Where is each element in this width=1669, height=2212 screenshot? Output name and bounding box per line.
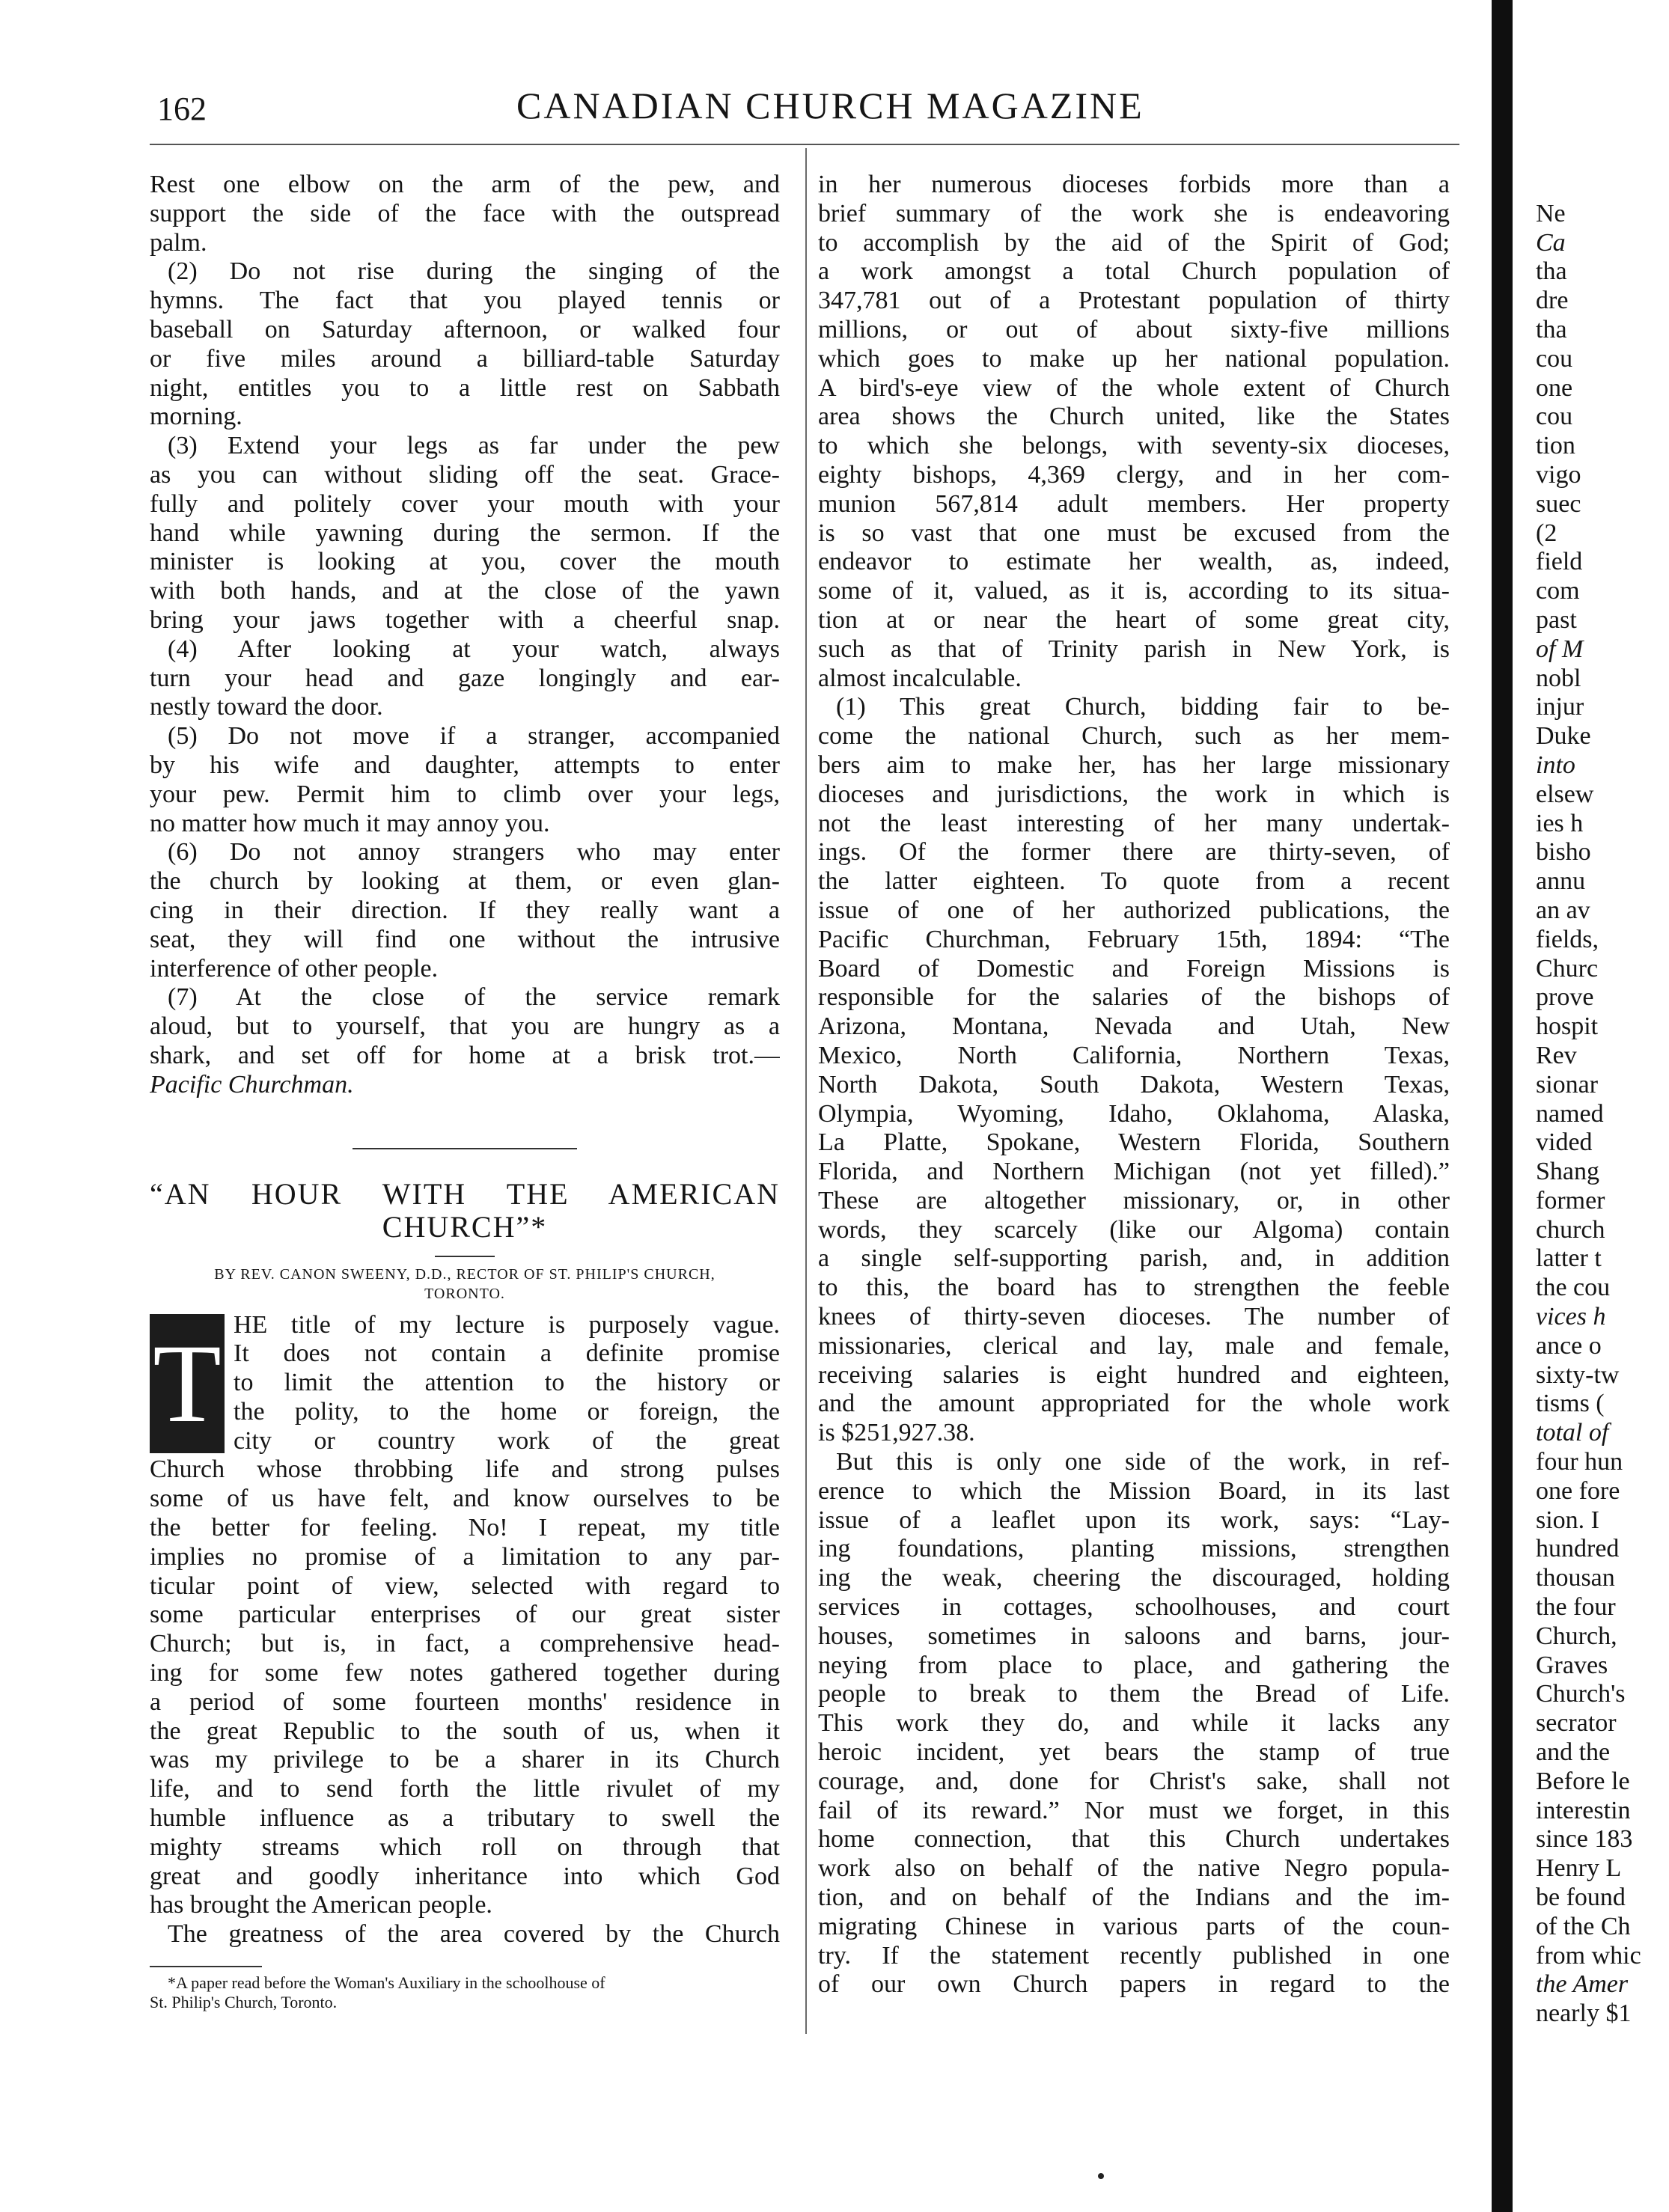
fragment-line: Church's — [1536, 1680, 1626, 1708]
fragment-line: Ne — [1536, 199, 1566, 227]
fragment-line: Rev — [1536, 1041, 1577, 1069]
text-line: almost incalculable. — [818, 664, 1022, 692]
text-line: But this is only one side of the work, in ref- — [836, 1448, 1450, 1476]
text-line: a period of some fourteen months' residence in — [150, 1687, 780, 1716]
text-line: which goes to make up her national population. — [818, 344, 1450, 373]
text-line: eighty bishops, 4,369 clergy, and in her com- — [818, 460, 1450, 489]
byline-line: BY REV. CANON SWEENY, D.D., RECTOR OF ST. PHILIP'S CHURCH, — [214, 1265, 715, 1283]
text-line: life, and to send forth the little rivulet of my — [150, 1775, 780, 1803]
text-line: not the least interesting of her many undertak- — [818, 809, 1450, 837]
text-line: nestly toward the door. — [150, 693, 383, 721]
text-line: issue of a leaflet upon its work, says: “Lay- — [818, 1506, 1450, 1534]
footnote-line: *A paper read before the Woman's Auxiliary in the schoolhouse of — [168, 1973, 605, 1993]
text-line: fail of its reward.” Nor must we forget, in this — [818, 1796, 1450, 1824]
text-line: some particular enterprises of our great sister — [150, 1601, 780, 1629]
text-line: some of it, valued, as it is, according to its situa- — [818, 577, 1450, 605]
fragment-line: tha — [1536, 315, 1567, 343]
text-line: knees of thirty-seven dioceses. The number of — [818, 1303, 1450, 1331]
text-line: come the national Church, such as her mem- — [818, 722, 1450, 751]
text-line: and the amount appropriated for the whole work — [818, 1390, 1450, 1418]
text-line: aloud, but to yourself, that you are hungry as a — [150, 1012, 780, 1041]
fragment-line: Henry L — [1536, 1854, 1622, 1883]
text-line: Mexico, North California, Northern Texas, — [818, 1041, 1450, 1069]
fragment-line: since 183 — [1536, 1825, 1633, 1854]
text-line: by his wife and daughter, attempts to enter — [150, 751, 780, 779]
text-line: is so vast that one must be excused from the — [818, 519, 1450, 547]
article-title-line: “AN HOUR WITH THE AMERICAN — [150, 1177, 780, 1211]
heading-rule — [435, 1256, 495, 1257]
fragment-line: tion — [1536, 432, 1575, 460]
text-line: to this, the board has to strengthen the feeble — [818, 1274, 1450, 1302]
fragment-line: (2 — [1536, 519, 1557, 547]
text-line: the great Republic to the south of us, when it — [150, 1717, 780, 1745]
fragment-line: com — [1536, 577, 1580, 605]
column-divider — [805, 148, 807, 2034]
fragment-line: Before le — [1536, 1767, 1630, 1795]
text-line: services in cottages, schoolhouses, and court — [818, 1593, 1450, 1622]
fragment-line: into — [1536, 751, 1575, 779]
fragment-line: tisms ( — [1536, 1390, 1605, 1418]
text-line: ings. Of the former there are thirty-seven, of — [818, 838, 1450, 867]
text-line: neying from place to place, and gathering the — [818, 1651, 1450, 1679]
fragment-line: hospit — [1536, 1012, 1599, 1041]
text-line: hand while yawning during the sermon. If the — [150, 519, 780, 547]
fragment-line: sion. I — [1536, 1506, 1599, 1534]
text-line: try. If the statement recently published in one — [818, 1941, 1450, 1970]
fragment-line: bisho — [1536, 838, 1591, 867]
left-column — [150, 171, 780, 2012]
text-line: morning. — [150, 403, 242, 431]
text-line: migrating Chinese in various parts of the coun- — [818, 1912, 1450, 1940]
text-line: A bird's-eye view of the whole extent of Church — [818, 373, 1450, 402]
text-line: dioceses and jurisdictions, the work in which is — [818, 780, 1450, 808]
text-line: home connection, that this Church undertakes — [818, 1825, 1450, 1854]
fragment-line: injur — [1536, 693, 1584, 721]
fragment-line: be found — [1536, 1883, 1626, 1912]
text-line: receiving salaries is eight hundred and eighteen, — [818, 1360, 1450, 1389]
fragment-line: four hun — [1536, 1448, 1623, 1476]
text-line: people to break to them the Bread of Life. — [818, 1680, 1450, 1708]
text-line: These are altogether missionary, or, in other — [818, 1186, 1450, 1215]
fragment-line: the four — [1536, 1593, 1616, 1622]
text-line: bers aim to make her, has her large missionary — [818, 751, 1450, 779]
fragment-line: of M — [1536, 635, 1584, 663]
text-line: words, they scarcely (like our Algoma) contain — [818, 1215, 1450, 1244]
fragment-line: elsew — [1536, 780, 1594, 808]
text-line: munion 567,814 adult members. Her property — [818, 489, 1450, 518]
text-line: courage, and, done for Christ's sake, shall not — [818, 1767, 1450, 1795]
fragment-line: ance o — [1536, 1331, 1602, 1360]
page-number: 162 — [157, 91, 207, 127]
fragment-line: cou — [1536, 403, 1573, 431]
fragment-line: past — [1536, 605, 1577, 634]
text-line: ticular point of view, selected with regard to — [150, 1571, 780, 1600]
fragment-line: Ca — [1536, 228, 1566, 257]
text-line: city or country work of the great — [234, 1426, 780, 1455]
fragment-line: an av — [1536, 896, 1590, 924]
text-line: support the side of the face with the outspread — [150, 199, 780, 227]
fragment-line: Shang — [1536, 1158, 1599, 1186]
article-opening — [150, 1311, 780, 1456]
fragment-line: named — [1536, 1099, 1604, 1128]
text-line: Rest one elbow on the arm of the pew, and — [150, 171, 780, 198]
fragment-line: of the Ch — [1536, 1912, 1631, 1940]
fragment-line: dre — [1536, 287, 1569, 315]
text-line: endeavor to estimate her wealth, as, indeed, — [818, 548, 1450, 576]
fragment-line: church — [1536, 1215, 1605, 1244]
text-line: your pew. Permit him to climb over your legs, — [150, 780, 780, 808]
fragment-line: hundred — [1536, 1535, 1620, 1563]
fragment-line: annu — [1536, 867, 1586, 896]
text-line: brief summary of the work she is endeavoring — [818, 199, 1450, 227]
fragment-line: cou — [1536, 344, 1573, 373]
text-line: in her numerous dioceses forbids more than a — [818, 171, 1450, 198]
text-line: (5) Do not move if a stranger, accompanied — [168, 722, 780, 751]
text-line: heroic incident, yet bears the stamp of true — [818, 1738, 1450, 1767]
text-line: or five miles around a billiard-table Saturday — [150, 344, 780, 373]
fragment-line — [1536, 171, 1669, 200]
text-line: (1) This great Church, bidding fair to be- — [836, 693, 1450, 721]
text-line: humble influence as a tributary to swell the — [150, 1804, 780, 1833]
text-line: Pacific Churchman, February 15th, 1894: “The — [818, 925, 1450, 953]
fragment-line: Duke — [1536, 722, 1591, 751]
text-line: ing the weak, cheering the discouraged, holding — [818, 1564, 1450, 1592]
fragment-line: nearly $1 — [1536, 1999, 1632, 2028]
text-line: mighty streams which roll on through that — [150, 1833, 780, 1861]
header-rule — [150, 144, 1459, 145]
text-line: (2) Do not rise during the singing of the — [168, 257, 780, 286]
fragment-line: former — [1536, 1186, 1605, 1215]
right-column-fragment — [1536, 171, 1669, 2029]
footnote-rule — [150, 1966, 262, 1967]
text-line: palm. — [150, 228, 207, 257]
text-line: of our own Church papers in regard to the — [818, 1970, 1450, 1999]
text-line: has brought the American people. — [150, 1891, 492, 1919]
text-line: tion at or near the heart of some great city, — [818, 605, 1450, 634]
article-body — [150, 1455, 780, 1949]
etiquette-list — [150, 171, 780, 1100]
fragment-line: vices h — [1536, 1303, 1606, 1331]
fragment-line: ies h — [1536, 809, 1584, 837]
fragment-line: Churc — [1536, 954, 1599, 983]
fragment-line: one fore — [1536, 1476, 1620, 1505]
footnote — [150, 1973, 780, 2012]
text-line: great and goodly inheritance into which God — [150, 1862, 780, 1890]
source-attribution: Pacific Churchman. — [150, 1070, 354, 1099]
text-line: some of us have felt, and know ourselves to be — [150, 1485, 780, 1513]
text-line: ing for some few notes gathered together during — [150, 1659, 780, 1687]
section-divider — [353, 1148, 577, 1149]
text-line: hymns. The fact that you played tennis or — [150, 287, 780, 315]
text-line: North Dakota, South Dakota, Western Texas, — [818, 1070, 1450, 1099]
fragment-line: thousan — [1536, 1564, 1615, 1592]
middle-column — [818, 171, 1450, 1999]
fragment-line: suec — [1536, 489, 1581, 518]
text-line: 347,781 out of a Protestant population of thirty — [818, 287, 1450, 315]
text-line: Church; but is, in fact, a comprehensive head- — [150, 1630, 780, 1658]
text-line: was my privilege to be a sharer in its Church — [150, 1746, 780, 1774]
binding-gutter-shadow — [1492, 0, 1513, 2212]
fragment-line: fields, — [1536, 925, 1599, 953]
fragment-line: sixty-tw — [1536, 1360, 1620, 1389]
text-line: a work amongst a total Church population of — [818, 257, 1450, 286]
text-line: turn your head and gaze longingly and ear- — [150, 664, 780, 692]
text-line: work also on behalf of the native Negro popula- — [818, 1854, 1450, 1883]
text-line: tion, and on behalf of the Indians and the im- — [818, 1883, 1450, 1912]
text-line: seat, they will find one without the intrusive — [150, 925, 780, 953]
text-line: (7) At the close of the service remark — [168, 983, 780, 1012]
text-line: a single self-supporting parish, and, in addition — [818, 1244, 1450, 1273]
footnote-line: St. Philip's Church, Toronto. — [150, 1993, 338, 2012]
drop-cap: T — [150, 1314, 225, 1453]
text-line: area shows the Church united, like the States — [818, 403, 1450, 431]
text-line: Church whose throbbing life and strong pulses — [150, 1455, 780, 1484]
text-line: the polity, to the home or foreign, the — [234, 1397, 780, 1426]
text-line: to accomplish by the aid of the Spirit of God; — [818, 228, 1450, 257]
fragment-line: interestin — [1536, 1796, 1631, 1824]
fragment-line: total of — [1536, 1419, 1609, 1447]
text-line: (3) Extend your legs as far under the pew — [168, 432, 780, 460]
text-line: houses, sometimes in saloons and barns, jour- — [818, 1622, 1450, 1650]
fragment-line: latter t — [1536, 1244, 1602, 1273]
fragment-line: prove — [1536, 983, 1594, 1012]
text-line: (6) Do not annoy strangers who may enter — [168, 838, 780, 867]
fragment-line: and the — [1536, 1738, 1611, 1767]
text-line: the church by looking at them, or even glan- — [150, 867, 780, 896]
fragment-line: nobl — [1536, 664, 1581, 692]
fragment-line: Church, — [1536, 1622, 1617, 1650]
text-line: cing in their direction. If they really want a — [150, 896, 780, 924]
text-line: HE title of my lecture is purposely vague. — [234, 1310, 780, 1339]
text-line: The greatness of the area covered by the Church — [168, 1920, 780, 1949]
text-line: Arizona, Montana, Nevada and Utah, New — [818, 1012, 1450, 1041]
text-line: interference of other people. — [150, 954, 439, 983]
text-line: erence to which the Mission Board, in its last — [818, 1476, 1450, 1505]
text-line: issue of one of her authorized publications, the — [818, 896, 1450, 924]
fragment-line: from whic — [1536, 1941, 1641, 1970]
text-line: no matter how much it may annoy you. — [150, 809, 550, 837]
text-line: implies no promise of a limitation to any par- — [150, 1542, 780, 1571]
page-title: CANADIAN CHURCH MAGAZINE — [516, 85, 1144, 126]
text-line: missionaries, clerical and lay, male and female, — [818, 1331, 1450, 1360]
text-line: bring your jaws together with a cheerful snap. — [150, 605, 780, 634]
text-line: night, entitles you to a little rest on Sabbath — [150, 373, 780, 402]
text-line: as you can without sliding off the seat. Grace- — [150, 460, 780, 489]
text-line: the latter eighteen. To quote from a recent — [818, 867, 1450, 896]
text-line: fully and politely cover your mouth with your — [150, 489, 780, 518]
text-line: ing foundations, planting missions, strengthen — [818, 1535, 1450, 1563]
fragment-line: field — [1536, 548, 1583, 576]
text-line: to which she belongs, with seventy-six dioceses, — [818, 432, 1450, 460]
text-line: shark, and set off for home at a brisk trot.— — [150, 1041, 780, 1069]
article-heading — [150, 1178, 780, 1244]
text-line: millions, or out of about sixty-five millions — [818, 315, 1450, 343]
fragment-line: one — [1536, 373, 1573, 402]
text-line: Florida, and Northern Michigan (not yet filled).” — [818, 1158, 1450, 1186]
text-line: This work they do, and while it lacks any — [818, 1709, 1450, 1738]
fragment-line: the cou — [1536, 1274, 1611, 1302]
print-speck — [1098, 2173, 1104, 2179]
fragment-line: vided — [1536, 1128, 1593, 1157]
text-line: such as that of Trinity parish in New York, is — [818, 635, 1450, 663]
fragment-line: the Amer — [1536, 1970, 1629, 1999]
text-line: with both hands, and at the close of the yawn — [150, 577, 780, 605]
text-line: is $251,927.38. — [818, 1419, 975, 1447]
text-line: (4) After looking at your watch, always — [168, 635, 780, 663]
byline-line: TORONTO. — [424, 1285, 505, 1302]
byline — [150, 1265, 780, 1304]
fragment-line: sionar — [1536, 1070, 1599, 1099]
fragment-line: Graves — [1536, 1651, 1608, 1679]
text-line: It does not contain a definite promise — [234, 1339, 780, 1368]
article-title-line: CHURCH”* — [382, 1210, 548, 1244]
text-line: Board of Domestic and Foreign Missions is — [818, 954, 1450, 983]
fragment-line: tha — [1536, 257, 1567, 286]
text-line: Olympia, Wyoming, Idaho, Oklahoma, Alaska, — [818, 1099, 1450, 1128]
text-line: to limit the attention to the history or — [234, 1369, 780, 1397]
text-line: the better for feeling. No! I repeat, my title — [150, 1514, 780, 1542]
text-line: responsible for the salaries of the bishops of — [818, 983, 1450, 1012]
text-line: minister is looking at you, cover the mouth — [150, 548, 780, 576]
text-line: La Platte, Spokane, Western Florida, Southern — [818, 1128, 1450, 1157]
fragment-line: secrator — [1536, 1709, 1617, 1738]
fragment-line: vigo — [1536, 460, 1581, 489]
text-line: baseball on Saturday afternoon, or walked four — [150, 315, 780, 343]
